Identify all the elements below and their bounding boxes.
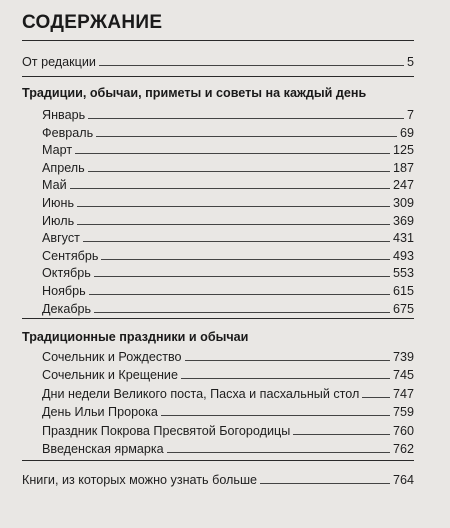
entry-label: Ноябрь [42,284,86,298]
leader-dots [99,65,404,66]
entry-label: Введенская ярмарка [42,442,164,456]
toc-entry-month-1 [42,124,414,140]
leader-dots [88,118,404,119]
toc-entry-holiday-1 [42,366,414,382]
entry-page: 739 [392,350,414,364]
toc-entry-intro [22,53,414,69]
entry-label: Апрель [42,160,85,175]
leader-dots [161,415,390,416]
leader-dots [181,378,390,379]
entry-page: 69 [399,125,414,140]
title-rule [22,40,414,41]
entry-page: 369 [392,213,414,228]
entry-label: Август [42,231,80,246]
entry-page: 125 [392,143,414,158]
leader-dots [260,483,390,484]
entry-label: Октябрь [42,266,91,281]
section-rule [22,318,414,319]
entry-label: Март [42,143,73,158]
toc-entry-month-3 [42,159,414,175]
section-heading-days: Традиции, обычаи, приметы и советы на каждый день [22,86,367,100]
leader-dots [101,259,390,260]
entry-page: 493 [392,248,414,263]
entry-label: Сочельник и Рождество [42,350,182,364]
entry-page: 615 [392,284,414,298]
entry-label: День Ильи Пророка [42,405,158,420]
toc-entry-month-6 [42,212,414,228]
entry-label: От редакции [22,55,96,69]
entry-label: Июль [42,213,75,228]
entry-label: Май [42,178,67,193]
page-title: СОДЕРЖАНИЕ [22,12,163,33]
entry-label: Январь [42,108,86,122]
entry-label: Книги, из которых можно узнать больше [22,473,258,487]
toc-entry-month-5 [42,194,414,210]
section-rule [22,460,414,461]
toc-entry-month-9 [42,264,414,280]
toc-entry-outro [22,471,414,487]
entry-page: 187 [392,160,414,175]
toc-entry-holiday-4 [42,422,414,438]
leader-dots [185,360,390,361]
leader-dots [94,312,390,313]
toc-entry-holiday-5 [42,440,414,456]
leader-dots [167,452,390,453]
toc-entry-month-0 [42,106,414,122]
toc-entry-month-11 [42,300,414,316]
leader-dots [77,224,390,225]
entry-page: 745 [392,368,414,383]
entry-label: Дни недели Великого поста, Пасха и пасхальный стол [42,386,360,401]
entry-page: 760 [392,423,414,438]
toc-entry-month-8 [42,247,414,263]
leader-dots [362,397,390,398]
section-heading-holidays: Традиционные праздники и обычаи [22,330,249,344]
leader-dots [89,294,390,295]
toc-entry-month-4 [42,176,414,192]
toc-entry-month-7 [42,229,414,245]
entry-page: 5 [406,55,414,69]
toc-entry-month-2 [42,141,414,157]
entry-label: Декабрь [42,301,92,316]
toc-entry-holiday-2 [42,385,414,401]
entry-label: Сентябрь [42,248,99,263]
leader-dots [70,188,390,189]
entry-page: 309 [392,196,414,210]
entry-page: 553 [392,266,414,281]
entry-page: 759 [392,405,414,420]
entry-label: Праздник Покрова Пресвятой Богородицы [42,423,291,438]
leader-dots [293,434,390,435]
entry-page: 747 [392,386,414,401]
toc-entry-holiday-0 [42,348,414,364]
entry-page: 764 [392,473,414,487]
entry-page: 7 [406,108,414,122]
leader-dots [75,153,390,154]
entry-page: 247 [392,178,414,193]
toc-entry-holiday-3 [42,403,414,419]
leader-dots [83,241,390,242]
entry-label: Февраль [42,125,94,140]
entry-label: Сочельник и Крещение [42,368,178,383]
toc-entry-month-10 [42,282,414,298]
leader-dots [88,171,390,172]
entry-page: 431 [392,231,414,246]
entry-label: Июнь [42,196,75,210]
leader-dots [96,136,397,137]
leader-dots [77,206,390,207]
entry-page: 762 [392,442,414,456]
section-rule [22,76,414,77]
entry-page: 675 [392,301,414,316]
leader-dots [94,276,390,277]
